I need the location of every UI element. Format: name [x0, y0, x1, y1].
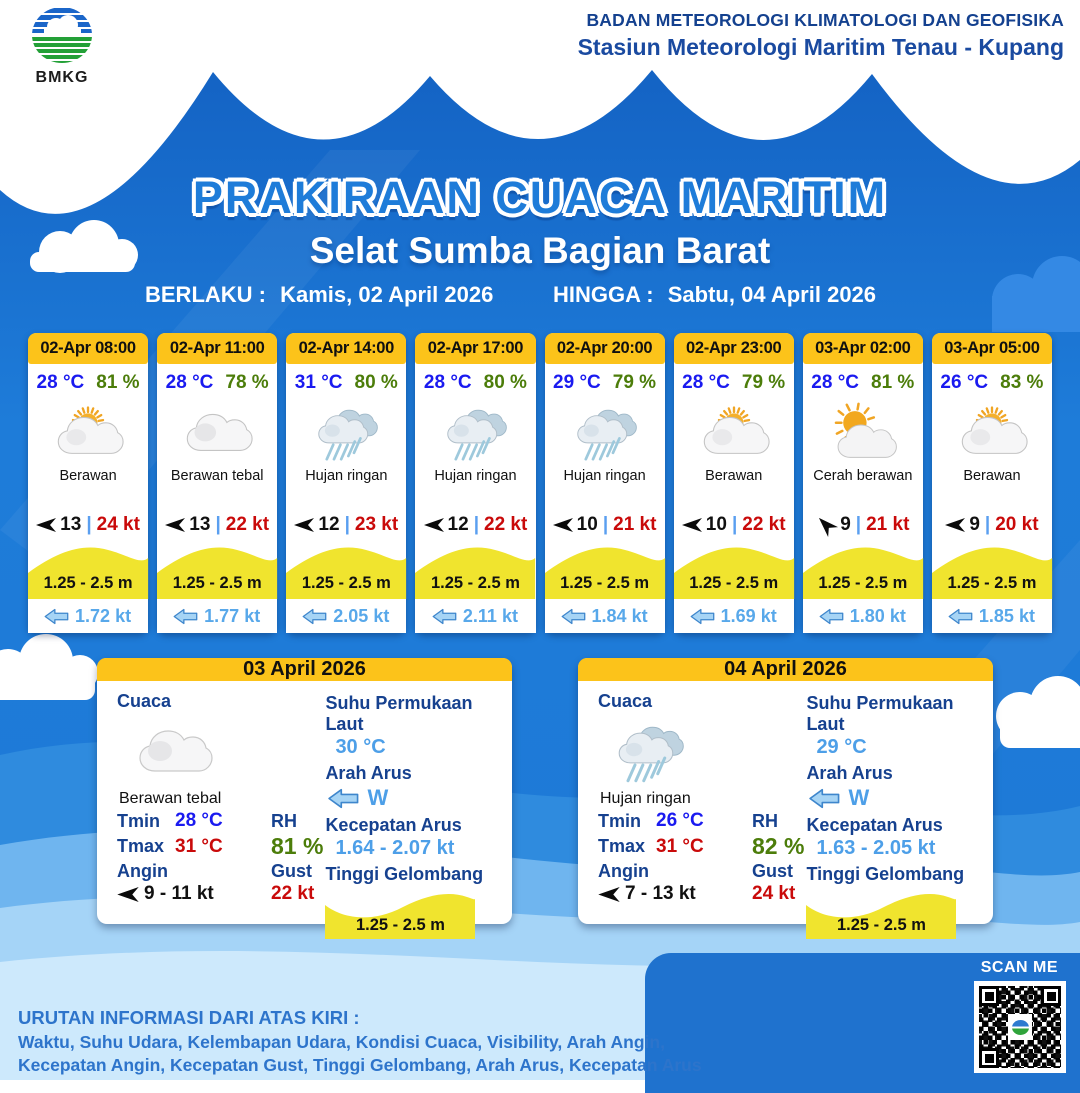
- hourly-forecast-card: [286, 333, 406, 633]
- weather-icon: [932, 396, 1052, 466]
- tmin-label: Tmin: [598, 810, 641, 831]
- current-direction-icon: [433, 609, 457, 624]
- daily-forecast-card: [97, 658, 512, 934]
- forecast-time: 02-Apr 14:00: [286, 333, 406, 364]
- temp-humidity-row: [28, 372, 148, 394]
- daily-forecast-row: [97, 658, 993, 934]
- rh-value: 81 %: [271, 833, 324, 859]
- rh-value: 82 %: [752, 833, 805, 859]
- gust-value: 22 kt: [271, 883, 315, 904]
- current-direction-icon: [562, 609, 586, 624]
- tmin-label: Tmin: [117, 810, 160, 831]
- hingga-label: HINGGA :: [553, 282, 654, 307]
- air-temperature: 28 °C: [423, 372, 472, 393]
- air-temperature: 28 °C: [811, 372, 860, 393]
- relative-humidity: 80 %: [354, 372, 398, 393]
- cuaca-label: Cuaca: [598, 691, 653, 711]
- hourly-forecast-card: [932, 333, 1052, 633]
- weather-condition: Berawan: [59, 468, 117, 484]
- sst-value: 29 °C: [816, 736, 867, 758]
- wind-gust: 21 kt: [613, 514, 657, 535]
- qr-center-logo-icon: [1008, 1014, 1032, 1040]
- wave-height-section: [545, 543, 665, 599]
- bmkg-logo-icon: [29, 6, 95, 66]
- hourly-forecast-row: [28, 333, 1052, 633]
- weather-icon: [803, 396, 923, 466]
- current-direction-icon: [810, 789, 840, 808]
- wind-gust: 22 kt: [225, 514, 270, 535]
- hourly-forecast-card: [157, 333, 277, 633]
- sun-behind-cloud-icon: [52, 403, 124, 459]
- current-speed: 1.69 kt: [720, 605, 777, 626]
- relative-humidity: 79 %: [741, 372, 786, 393]
- kecepatan-arus-label: Kecepatan Arus: [325, 815, 462, 835]
- weather-condition: Berawan tebal: [119, 790, 222, 807]
- qr-code: [974, 981, 1066, 1073]
- current-direction: W: [848, 785, 870, 810]
- forecast-time: 02-Apr 23:00: [674, 333, 794, 364]
- wind-direction-icon: [117, 887, 139, 902]
- wind-speed: 13: [189, 514, 211, 535]
- current-row: [157, 599, 277, 633]
- wind-gust: 20 kt: [995, 514, 1039, 535]
- wave-height-box: [806, 889, 956, 939]
- wave-height-section: [932, 543, 1052, 599]
- wind-row: [286, 511, 406, 539]
- wind-row: [415, 511, 535, 539]
- wind-range: 7 - 13 kt: [625, 883, 696, 904]
- wind-direction-icon: [165, 518, 185, 532]
- wind-speed: 12: [318, 514, 340, 535]
- arah-arus-label: Arah Arus: [325, 763, 412, 783]
- current-direction-row: [329, 785, 496, 811]
- weather-icon: [117, 712, 325, 788]
- weather-condition: Hujan ringan: [600, 790, 691, 807]
- station-name: Stasiun Meteorologi Maritim Tenau - Kupang: [577, 34, 1064, 60]
- current-row: [674, 599, 794, 633]
- weather-icon: [157, 396, 277, 466]
- tinggi-gelombang-label: Tinggi Gelombang: [325, 864, 484, 884]
- wave-height: 1.25 - 2.5 m: [301, 574, 391, 592]
- hourly-forecast-card: [28, 333, 148, 633]
- info-order-line2: Waktu, Suhu Udara, Kelembapan Udara, Kondisi Cuaca, Visibility, Arah Angin,: [18, 1031, 665, 1052]
- rain-cloud-icon: [573, 400, 637, 462]
- forecast-time: 02-Apr 11:00: [157, 333, 277, 364]
- temp-humidity-row: [157, 372, 277, 394]
- relative-humidity: 81 %: [871, 372, 915, 393]
- current-speed: 1.85 kt: [978, 605, 1035, 626]
- relative-humidity: 78 %: [225, 372, 269, 393]
- weather-condition: Berawan: [705, 468, 763, 484]
- current-speed: 2.05 kt: [333, 605, 390, 626]
- rh-label: RH: [271, 810, 297, 831]
- wind-direction-icon: [553, 518, 573, 532]
- rh-label: RH: [752, 810, 778, 831]
- forecast-time: 03-Apr 02:00: [803, 333, 923, 364]
- wave-height-section: [415, 543, 535, 599]
- daily-date: 04 April 2026: [578, 658, 993, 681]
- daily-forecast-card: [578, 658, 993, 934]
- qr-finder-icon: [979, 986, 999, 1006]
- wave-height: 1.25 - 2.5 m: [172, 574, 262, 592]
- air-temperature: 28 °C: [165, 372, 214, 393]
- wave-height-section: [803, 543, 923, 599]
- gust-label: Gust: [752, 861, 794, 881]
- current-direction-icon: [691, 609, 715, 624]
- weather-condition: Cerah berawan: [813, 468, 913, 484]
- relative-humidity: 80 %: [483, 372, 527, 393]
- cloud-icon: [133, 725, 213, 775]
- wind-gust: 23 kt: [354, 514, 399, 535]
- relative-humidity: 83 %: [1000, 372, 1044, 393]
- rain-cloud-icon: [314, 400, 378, 462]
- wind-separator: |: [473, 514, 480, 535]
- current-direction-icon: [174, 609, 198, 624]
- current-direction-icon: [949, 609, 973, 624]
- sst-label: Suhu Permukaan Laut: [325, 693, 473, 734]
- daily-date: 03 April 2026: [97, 658, 512, 681]
- wind-direction-icon: [424, 518, 444, 532]
- weather-condition: Hujan ringan: [434, 468, 517, 484]
- gust-label: Gust: [271, 861, 313, 881]
- tmax-label: Tmax: [117, 836, 165, 856]
- wind-separator: |: [602, 514, 609, 535]
- temp-humidity-row: [803, 372, 923, 394]
- qr-finder-icon: [1041, 986, 1061, 1006]
- weather-icon: [674, 396, 794, 466]
- wind-speed: 10: [705, 514, 727, 535]
- wind-gust: 22 kt: [484, 514, 528, 535]
- current-speed: 2.11 kt: [462, 605, 518, 626]
- cuaca-label: Cuaca: [117, 691, 172, 711]
- sst-value: 30 °C: [335, 736, 386, 758]
- weather-icon: [28, 396, 148, 466]
- wave-height: 1.25 - 2.5 m: [43, 574, 133, 592]
- wave-height: 1.25 - 2.5 m: [355, 916, 445, 934]
- wind-separator: |: [731, 514, 738, 535]
- berlaku-group: [145, 282, 493, 308]
- current-speed: 1.77 kt: [204, 605, 261, 626]
- wind-direction-icon: [816, 518, 836, 532]
- forecast-time: 02-Apr 17:00: [415, 333, 535, 364]
- weather-icon: [415, 396, 535, 466]
- current-direction: W: [367, 785, 389, 810]
- forecast-time: 02-Apr 20:00: [545, 333, 665, 364]
- current-direction-icon: [329, 789, 359, 808]
- air-temperature: 28 °C: [36, 372, 85, 393]
- kecepatan-arus-value: 1.63 - 2.05 kt: [816, 837, 936, 859]
- weather-icon: [598, 712, 806, 788]
- daily-body: [578, 681, 993, 949]
- current-speed: 1.84 kt: [591, 605, 648, 626]
- wave-height-section: [286, 543, 406, 599]
- hingga-value: Sabtu, 04 April 2026: [667, 282, 877, 307]
- cloud-icon: [181, 409, 253, 454]
- wind-row: [674, 511, 794, 539]
- current-direction-icon: [45, 609, 69, 624]
- bmkg-logo-label: BMKG: [35, 69, 89, 86]
- current-speed: 1.72 kt: [75, 605, 132, 626]
- page-title: PRAKIRAAN CUACA MARITIM: [192, 172, 888, 223]
- wind-separator: |: [215, 514, 221, 535]
- wind-row: [157, 511, 277, 539]
- wind-speed: 10: [576, 514, 598, 535]
- scan-panel: [645, 953, 1080, 1093]
- rain-cloud-icon: [443, 400, 507, 462]
- wind-direction-icon: [294, 518, 314, 532]
- berlaku-value: Kamis, 02 April 2026: [280, 282, 494, 307]
- current-direction-icon: [303, 609, 327, 624]
- wind-direction-icon: [36, 518, 56, 532]
- sun-behind-cloud-icon: [698, 403, 770, 459]
- relative-humidity: 81 %: [96, 372, 140, 393]
- wind-speed: 9: [840, 514, 851, 535]
- temp-humidity-row: [545, 372, 665, 394]
- weather-condition: Hujan ringan: [563, 468, 646, 484]
- wind-direction-icon: [598, 887, 620, 902]
- wind-separator: |: [344, 514, 350, 535]
- daily-body: [97, 681, 512, 949]
- info-order-line3: Kecepatan Angin, Kecepatan Gust, Tinggi Gelombang, Arah Arus, Kecepatan Arus: [18, 1055, 702, 1076]
- wave-height: 1.25 - 2.5 m: [430, 574, 520, 592]
- air-temperature: 28 °C: [682, 372, 730, 393]
- tmin-value: 26 °C: [656, 810, 704, 831]
- info-order-note: [18, 1006, 702, 1078]
- wave-height-section: [157, 543, 277, 599]
- info-order-title: URUTAN INFORMASI DARI ATAS KIRI :: [18, 1007, 360, 1028]
- tinggi-gelombang-label: Tinggi Gelombang: [806, 864, 965, 884]
- temp-humidity-row: [415, 372, 535, 394]
- gust-value: 24 kt: [752, 883, 796, 904]
- current-direction-icon: [820, 609, 844, 624]
- temp-humidity-row: [932, 372, 1052, 394]
- air-temperature: 31 °C: [294, 372, 343, 393]
- wind-row: [28, 511, 148, 539]
- tmin-value: 28 °C: [175, 810, 223, 831]
- current-row: [803, 599, 923, 633]
- wind-range: 9 - 11 kt: [144, 883, 214, 904]
- weather-condition: Berawan: [963, 468, 1021, 484]
- hingga-group: [553, 282, 876, 308]
- wind-separator: |: [984, 514, 991, 535]
- wave-height-box: [325, 889, 475, 939]
- wave-height: 1.25 - 2.5 m: [947, 574, 1037, 592]
- air-temperature: 29 °C: [553, 372, 601, 393]
- wind-row: [117, 883, 271, 905]
- wave-height: 1.25 - 2.5 m: [836, 916, 926, 934]
- sst-label: Suhu Permukaan Laut: [806, 693, 954, 734]
- wind-direction-icon: [682, 518, 702, 532]
- wind-row: [545, 511, 665, 539]
- kecepatan-arus-value: 1.64 - 2.07 kt: [335, 837, 455, 859]
- wind-row: [803, 511, 923, 539]
- qr-finder-icon: [979, 1048, 999, 1068]
- wind-speed: 13: [60, 514, 82, 535]
- weather-condition: Berawan tebal: [170, 468, 264, 484]
- hourly-forecast-card: [415, 333, 535, 633]
- current-row: [545, 599, 665, 633]
- rain-cloud-icon: [614, 716, 684, 784]
- arah-arus-label: Arah Arus: [806, 763, 893, 783]
- current-speed: 1.80 kt: [849, 605, 906, 626]
- hourly-forecast-card: [803, 333, 923, 633]
- wind-separator: |: [855, 514, 862, 535]
- wave-height: 1.25 - 2.5 m: [818, 574, 908, 592]
- wind-row: [932, 511, 1052, 539]
- wind-gust: 24 kt: [96, 514, 140, 535]
- angin-label: Angin: [117, 861, 168, 881]
- tmax-value: 31 °C: [175, 835, 223, 857]
- current-row: [932, 599, 1052, 633]
- wave-height-section: [28, 543, 148, 599]
- angin-label: Angin: [598, 861, 649, 881]
- org-name: BADAN METEOROLOGI KLIMATOLOGI DAN GEOFISIKA: [586, 10, 1064, 30]
- scan-me-label: SCAN ME: [980, 959, 1058, 976]
- org-title-block: [578, 10, 1064, 61]
- berlaku-label: BERLAKU :: [145, 282, 266, 307]
- wind-row: [598, 883, 752, 905]
- temp-humidity-row: [674, 372, 794, 394]
- current-row: [286, 599, 406, 633]
- wind-speed: 9: [969, 514, 980, 535]
- forecast-time: 03-Apr 05:00: [932, 333, 1052, 364]
- relative-humidity: 79 %: [612, 372, 657, 393]
- wind-separator: |: [86, 514, 92, 535]
- sun-and-cloud-icon: [827, 403, 899, 459]
- temp-humidity-row: [286, 372, 406, 394]
- wind-gust: 21 kt: [866, 514, 910, 535]
- wind-speed: 12: [447, 514, 469, 535]
- area-title: Selat Sumba Bagian Barat: [309, 230, 771, 271]
- current-row: [28, 599, 148, 633]
- wind-gust: 22 kt: [742, 514, 786, 535]
- wave-height: 1.25 - 2.5 m: [689, 574, 779, 592]
- wave-height: 1.25 - 2.5 m: [560, 574, 650, 592]
- hourly-forecast-card: [674, 333, 794, 633]
- kecepatan-arus-label: Kecepatan Arus: [806, 815, 943, 835]
- wave-height-section: [674, 543, 794, 599]
- forecast-time: 02-Apr 08:00: [28, 333, 148, 364]
- weather-icon: [545, 396, 665, 466]
- wind-direction-icon: [945, 518, 965, 532]
- sun-behind-cloud-icon: [956, 403, 1028, 459]
- current-row: [415, 599, 535, 633]
- current-direction-row: [810, 785, 977, 811]
- hourly-forecast-card: [545, 333, 665, 633]
- air-temperature: 26 °C: [940, 372, 989, 393]
- bmkg-logo: [16, 6, 108, 87]
- tmax-value: 31 °C: [656, 835, 704, 857]
- tmax-label: Tmax: [598, 836, 646, 856]
- weather-icon: [286, 396, 406, 466]
- weather-condition: Hujan ringan: [305, 468, 388, 484]
